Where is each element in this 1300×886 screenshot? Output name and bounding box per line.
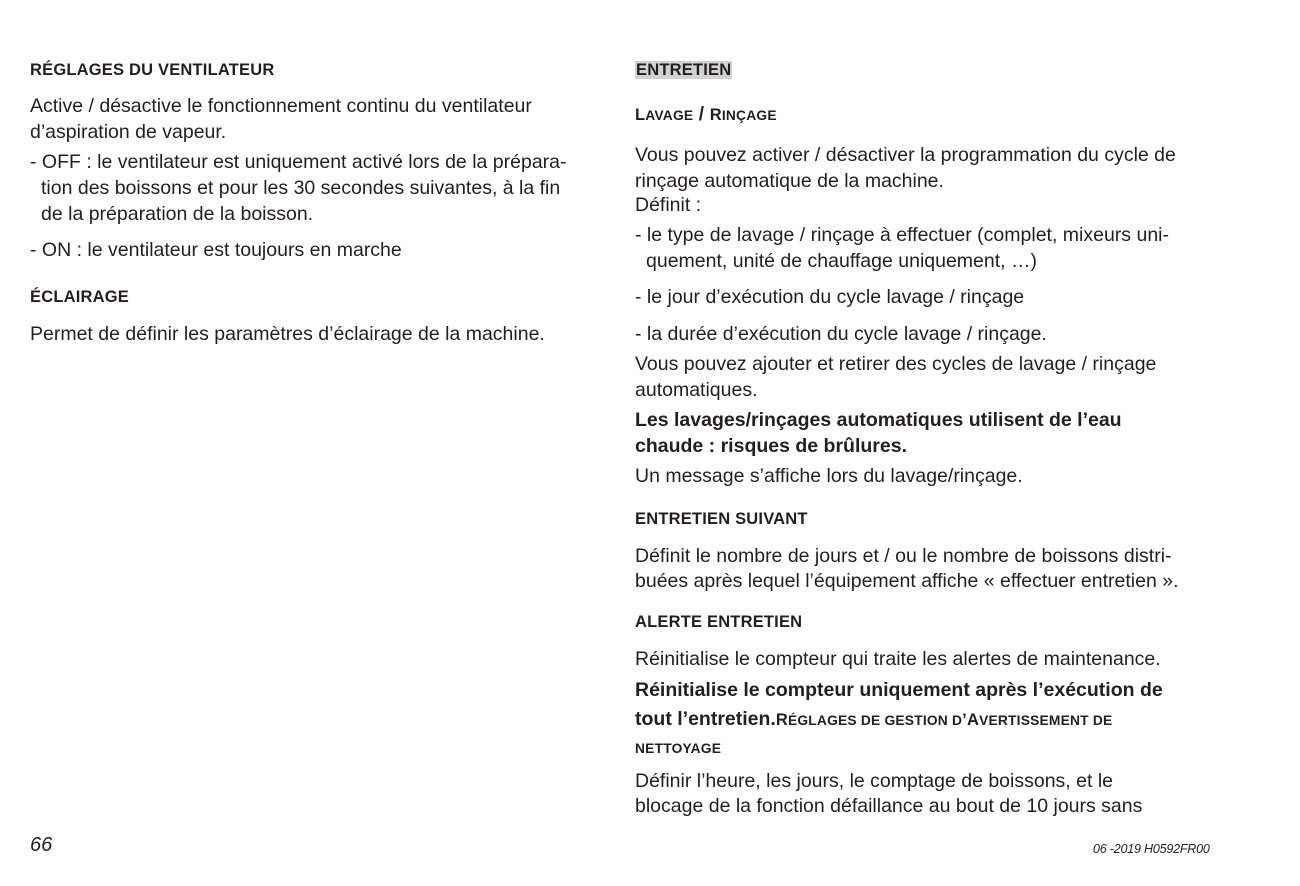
eclairage-heading: ÉCLAIRAGE (30, 288, 129, 306)
gestion-text-line2: blocage de la fonction défaillance au bout de 10 jours sans (635, 795, 1143, 817)
lavage-heading: LAVAGE / RINÇAGE (635, 104, 777, 125)
ventilateur-off-line2: tion des boissons et pour les 30 secondes suivantes, à la fin (41, 177, 561, 199)
lavage-add-line1: Vous pouvez ajouter et retirer des cycles de lavage / rinçage (635, 353, 1157, 375)
entretien-suivant-line2: buées après lequel l’équipement affiche « effectuer entretien ». (635, 570, 1179, 592)
entretien-suivant-heading: ENTRETIEN SUIVANT (635, 510, 808, 528)
lavage-message: Un message s’affiche lors du lavage/rinçage. (635, 465, 1023, 487)
ventilateur-intro-line1: Active / désactive le fonctionnement continu du ventilateur (30, 95, 532, 117)
lavage-intro-line3: Définit : (635, 194, 702, 216)
ventilateur-off-line3: de la préparation de la boisson. (41, 203, 314, 225)
ventilateur-off-line1: - OFF : le ventilateur est uniquement activé lors de la prépara- (30, 151, 567, 173)
lavage-item3: - la durée d’exécution du cycle lavage / rinçage. (635, 323, 1047, 345)
gestion-heading-line2: NETTOYAGE (635, 741, 722, 756)
lavage-add-line2: automatiques. (635, 379, 758, 401)
alerte-entretien-text: Réinitialise le compteur qui traite les alertes de maintenance. (635, 648, 1161, 670)
lavage-warning-line2: chaude : risques de brûlures. (635, 435, 907, 457)
gestion-text-line1: Définir l’heure, les jours, le comptage de boissons, et le (635, 770, 1113, 792)
alerte-entretien-heading: ALERTE ENTRETIEN (635, 613, 803, 631)
lavage-intro-line1: Vous pouvez activer / désactiver la programmation du cycle de (635, 144, 1176, 166)
page-number: 66 (30, 834, 53, 856)
lavage-item2: - le jour d’exécution du cycle lavage / rinçage (635, 286, 1025, 308)
lavage-item1-line2: quement, unité de chauffage uniquement, …) (646, 250, 1037, 272)
ventilateur-on-line: - ON : le ventilateur est toujours en marche (30, 239, 402, 261)
lavage-warning-line1: Les lavages/rinçages automatiques utilisent de l’eau (635, 409, 1122, 431)
entretien-suivant-line1: Définit le nombre de jours et / ou le nombre de boissons distri- (635, 545, 1172, 567)
alerte-bold-line2: tout l’entretien.RÉGLAGES DE GESTION D’AVERTISSEMENT DE (635, 708, 1113, 730)
eclairage-text: Permet de définir les paramètres d’éclairage de la machine. (30, 323, 545, 345)
entretien-heading: ENTRETIEN (636, 61, 732, 79)
alerte-bold-line1: Réinitialise le compteur uniquement après l’exécution de (635, 679, 1163, 701)
ventilateur-heading: RÉGLAGES DU VENTILATEUR (30, 61, 275, 79)
lavage-item1-line1: - le type de lavage / rinçage à effectuer (complet, mixeurs uni- (635, 224, 1169, 246)
ventilateur-intro-line2: d’aspiration de vapeur. (30, 121, 227, 143)
document-reference: 06 -2019 H0592FR00 (1093, 842, 1210, 856)
lavage-intro-line2: rinçage automatique de la machine. (635, 170, 944, 192)
